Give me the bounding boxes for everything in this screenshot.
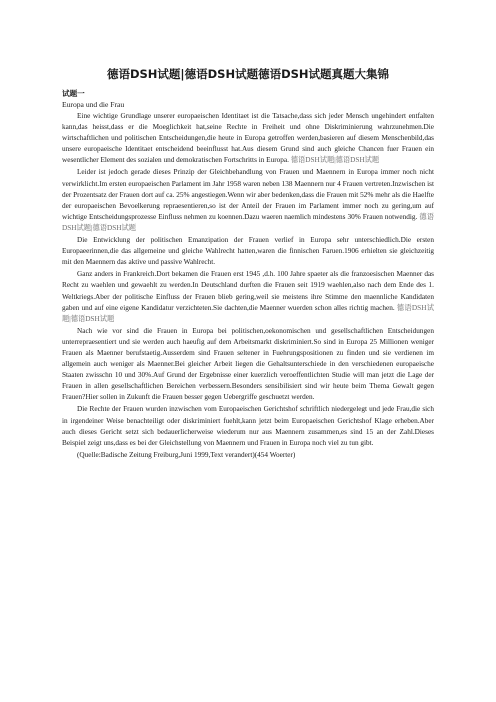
watermark-text: 德语DSH试题|德语DSH试题 xyxy=(62,212,434,232)
watermark-text: 德语DSH试题|德语DSH试题 xyxy=(290,156,380,165)
paragraph-text: Ganz anders in Frankreich.Dort bekamen die Frauen erst 1945 ,d.h. 100 Jahre spaeter als die franzoesischen Maenner das Recht zu waehlen und gewaehlt zu werden.In Deutschland durften die Frauen seit 1919 waehlen,also nach dem Ende des 1. Weltkriegs.Aber der politische Einfluss der Frauen blieb gering,weil sie meistens ihre Stimme den maennliche Kandidaten gaben und auf eine eigene Kandidatur verzichteten.Sie dachten,die Maenner wuerden schon alles richtig machen. xyxy=(62,270,434,312)
watermark-text: 德语DSH试题|德语DSH试题 xyxy=(62,303,435,323)
paragraph-4 xyxy=(62,269,434,324)
section-label: 试题一 xyxy=(62,89,85,98)
paragraph-1 xyxy=(62,111,434,166)
paragraph-text: Nach wie vor sind die Frauen in Europa bei politischen,oekonomischen und gesellschaftlichen Entscheidungen unterrepraesentiert und sie werden auch haeufig auf dem Arbeitsmarkt diskriminiert.So sind in Europa 25 Millionen weniger Frauen als Maenner berufstaetig.Ausserdem sind Frauen seltener in Fuehrungspositionen zu finden und sie verdienen im allgemein auch weniger als Maenner.Bei gleicher Arbeit liegen die Gehaltsunterschiede in den verschiedenen europaeische Staaten zwisschn 10 und 30%.Auf Grund der Ergebnisse einer kuerzlich veroeffentlichten Studie will man jetzt die Lage der Frauen in allen gesellschaftlichen Bereichen verbessern.Besonders sensibilisiert sind wir heute beim Thema Gewalt gegen Frauen?Hier sollen in Zukunft die Frauen besser gegen Uebergriffe geschuetzt werden. xyxy=(62,326,434,402)
paragraph-6 xyxy=(62,404,434,448)
paragraph-3 xyxy=(62,235,434,268)
paragraph-text: Die Entwicklung der politischen Emanzipation der Frauen verlief in Europa sehr unterschiedlich.Die ersten Europaeerinnen,die das allgemeine und gleiche Wahlrecht hatten,waren die finnischen Faruen.1906 erhielten sie gleichzeitig mit den Maennern das aktive und passive Wahlrecht. xyxy=(62,236,434,267)
paragraph-text: Leider ist jedoch gerade dieses Prinzip der Gleichbehandlung von Frauen und Maennern in Europa immer noch nicht verwirklicht.Im ersten europaeischen Parlament im Jahr 1958 waren neben 138 Maennern nur 4 Frauen vertreten.Inzwischen ist der Prozentsatz der Frauen dort auf ca. 25% angestiegen.Wenn wir aber bedenken,dass die Frauen mit 52% mehr als die Haelfte der europaeischen Bevoelkerung repraesentieren,so ist der Anteil der Frauen im Parlament immer noch zu gering,um auf wichtige Entscheidungsprozesse Einfluss nehmen zu koennen.Dazu waeren naemlich mindestens 30% Frauen notwendig. xyxy=(62,168,434,221)
paragraph-5 xyxy=(62,326,434,404)
paragraph-text: Die Rechte der Frauen wurden inzwischen vom Europaeischen Gerichtshof schriftlich niedergelegt und jede Frau,die sich in irgendeiner Weise benachteiligt oder diskriminiert fuehlt,kann jetzt beim Europaeischen Gerichtshof Klage erheben.Aber auch dieses Gericht setzt sich bedauerlicherweise wiederum nur aus Maennern zusammen,es sind 15 an der Zahl.Dieses Beispiel zeigt uns,dass es bei der Gleichstellung von Maennern und Frauen in Europa noch viel zu tun gibt. xyxy=(62,405,434,447)
paragraph-2 xyxy=(62,167,434,234)
document-title: 德语DSH试题|德语DSH试题德语DSH试题真题大集锦 xyxy=(106,67,390,81)
article-title: Europa und die Frau xyxy=(62,100,125,109)
paragraph-text: Eine wichtige Grundlage unserer europaeischen Identitaet ist die Tatsache,dass sich jeder Mensch ungehindert entfalten kann,das heisst,dass er die Moeglichkeit hat,seine Rechte in Freiheit und ohne Diskriminierung wahrzunehmen.Die wirtschaftlichen und politischen Entscheidungen,die heute in Europa getroffen werden,basieren auf diesem Menschenbild,das unsere europaeische Identitaet entscheidend beeinflusst hat.Aus diesem Grund sind auch gleiche Chancen fuer Frauen ein wesentlicher Element des sozialen und demokratischen Fortschritts in Europa. xyxy=(62,112,434,165)
document-page xyxy=(62,66,434,461)
source-citation: (Quelle:Badische Zeitung Freiburg,Juni 1999,Text verandert)(454 Woerter) xyxy=(77,450,296,459)
